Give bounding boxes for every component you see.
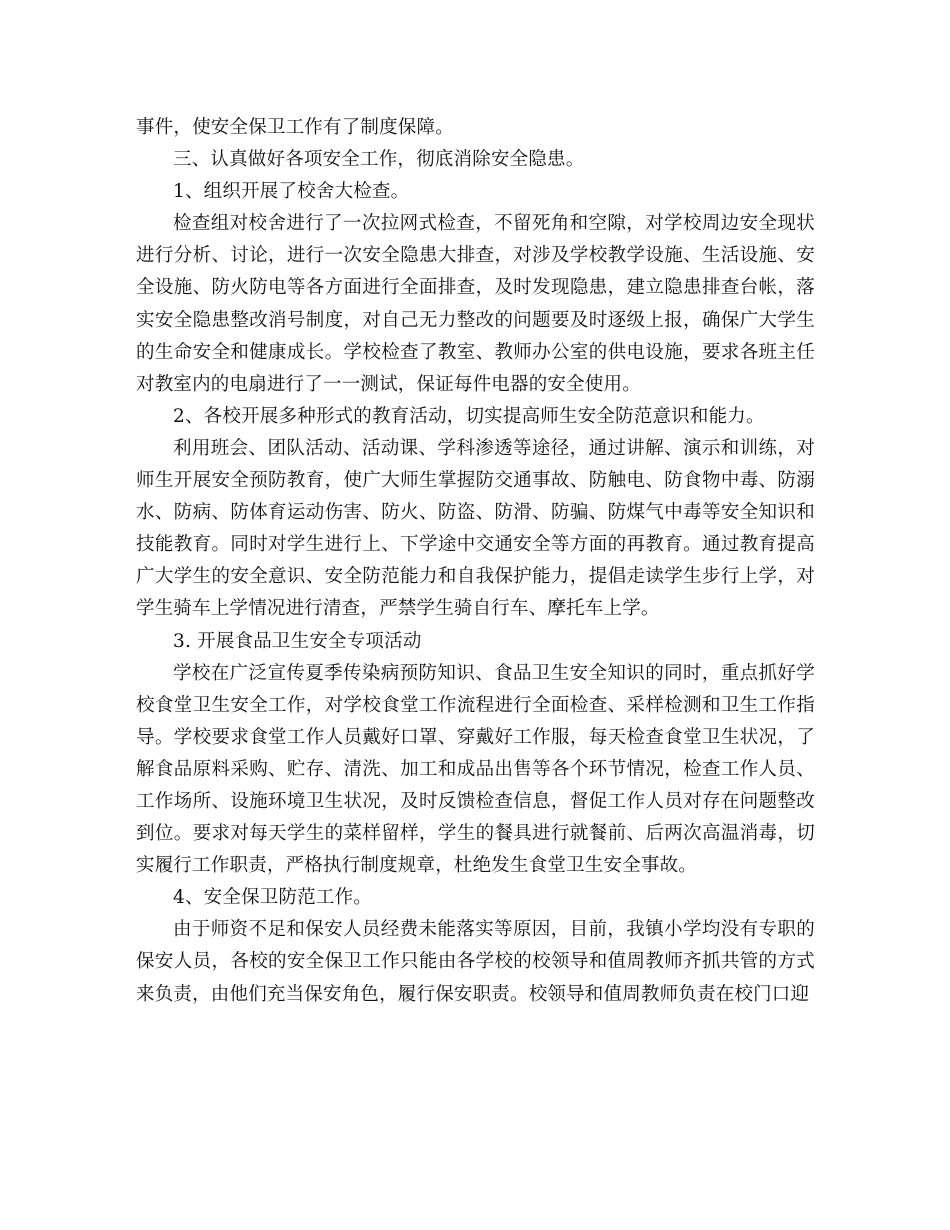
document-body — [136, 112, 815, 1011]
paragraph-2: 三、认真做好各项安全工作，彻底消除安全隐患。 — [173, 149, 585, 171]
paragraph-10: 由于师资不足和保安人员经费未能落实等原因，目前，我镇小学均没有专职的保安人员，各校的安全保卫工作只能由各学校的校领导和值周教师齐抓共管的方式来负责，由他们充当保安角色，履行保安职责。校领导和值周教师负责在校门口迎 — [136, 919, 815, 1005]
paragraph-8: 学校在广泛宣传夏季传染病预防知识、食品卫生安全知识的同时，重点抓好学校食堂卫生安全工作，对学校食堂工作流程进行全面检查、采样检测和卫生工作指导。学校要求食堂工作人员戴好口罩、穿戴好工作服，每天检查食堂卫生状况，了解食品原料采购、贮存、清洗、加工和成品出售等各个环节情况，检查工作人员、工作场所、设施环境卫生状况，及时反馈检查信息，督促工作人员对存在问题整改到位。要求对每天学生的菜样留样，学生的餐具进行就餐前、后两次高温消毒，切实履行工作职责，严格执行制度规章，杜绝发生食堂卫生安全事故。 — [136, 662, 815, 877]
paragraph-3: 1、组织开展了校舍大检查。 — [173, 181, 410, 203]
paragraph-1: 事件，使安全保卫工作有了制度保障。 — [136, 117, 454, 138]
paragraph-6: 利用班会、团队活动、活动课、学科渗透等途径，通过讲解、演示和训练，对师生开展安全预防教育，使广大师生掌握防交通事故、防触电、防食物中毒、防溺水、防病、防体育运动伤害、防火、防盗、防滑、防骗、防煤气中毒等安全知识和技能教育。同时对学生进行上、下学途中交通安全等方面的再教育。通过教育提高广大学生的安全意识、安全防范能力和自我保护能力，提倡走读学生步行上学，对学生骑车上学情况进行清查，严禁学生骑自行车、摩托车上学。 — [136, 437, 815, 620]
paragraph-9: 4、安全保卫防范工作。 — [173, 887, 372, 909]
paragraph-5: 2、各校开展多种形式的教育活动，切实提高师生安全防范意识和能力。 — [173, 405, 765, 427]
paragraph-4: 检查组对校舍进行了一次拉网式检查，不留死角和空隙，对学校周边安全现状进行分析、讨论，进行一次安全隐患大排查，对涉及学校教学设施、生活设施、安全设施、防火防电等各方面进行全面排查，及时发现隐患，建立隐患排查台帐，落实安全隐患整改消号制度，对自己无力整改的问题要及时逐级上报，确保广大学生的生命安全和健康成长。学校检查了教室、教师办公室的供电设施，要求各班主任对教室内的电扇进行了一一测试，保证每件电器的安全使用。 — [136, 213, 815, 395]
paragraph-7: 3. 开展食品卫生安全专项活动 — [173, 630, 422, 652]
